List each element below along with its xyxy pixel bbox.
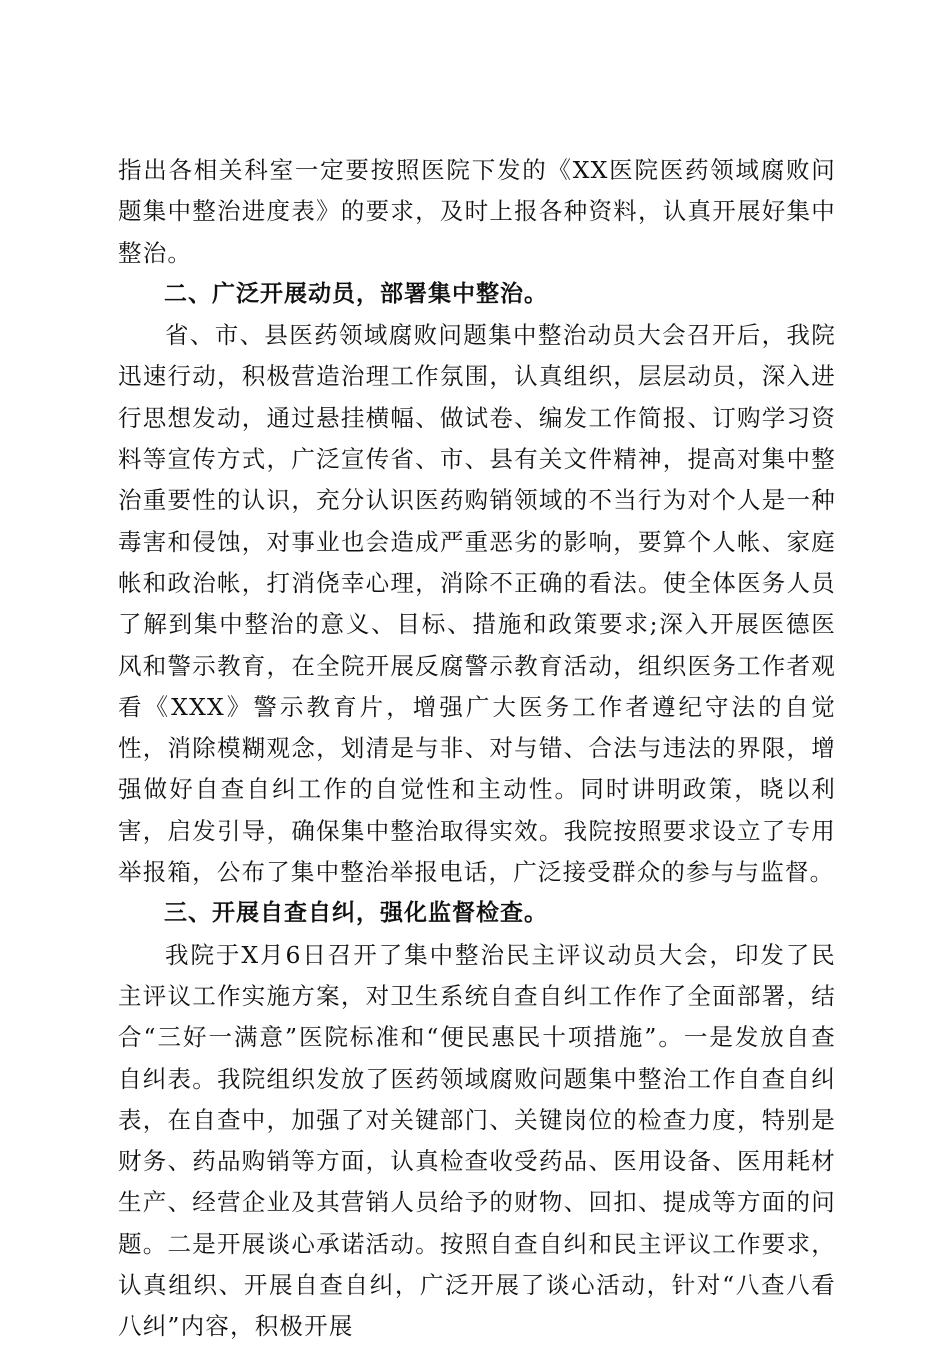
section-heading-three: 三、开展自查自纠，强化监督检查。 [164,900,548,927]
section-heading-two: 二、广泛开展动员，部署集中整治。 [164,280,548,307]
paragraph-continuation: 指出各相关科室一定要按照医院下发的《XX医院医药领域腐败问题集中整治进度表》的要求，及时上报各种资料，认真开展好集中整治。 [118,156,836,267]
document-body [118,150,836,1348]
paragraph-mobilization: 省、市、县医药领域腐败问题集中整治动员大会召开后，我院迅速行动，积极营造治理工作氛围，认真组织，层层动员，深入进行思想发动，通过悬挂横幅、做试卷、编发工作简报、订购学习资料等宣传方式，广泛宣传省、市、县有关文件精神，提高对集中整治重要性的认识，充分认识医药购销领域的不当行为对个人是一种毒害和侵蚀，对事业也会造成严重恶劣的影响，要算个人帐、家庭帐和政治帐，打消侥幸心理，消除不正确的看法。使全体医务人员了解到集中整治的意义、目标、措施和政策要求;深入开展医德医风和警示教育，在全院开展反腐警示教育活动，组织医务工作者观看《XXX》警示教育片，增强广大医务工作者遵纪守法的自觉性，消除模糊观念，划清是与非、对与错、合法与违法的界限，增强做好自查自纠工作的自觉性和主动性。同时讲明政策，晓以利害，启发引导，确保集中整治取得实效。我院按照要求设立了专用举报箱，公布了集中整治举报电话，广泛接受群众的参与与监督。 [118,321,836,887]
paragraph-self-inspection: 我院于X月6日召开了集中整治民主评议动员大会，印发了民主评议工作实施方案，对卫生系统自查自纠工作作了全面部署，结合“三好一满意”医院标准和“便民惠民十项措施”。一是发放自查自纠表。我院组织发放了医药领域腐败问题集中整治工作自查自纠表，在自查中，加强了对关键部门、关键岗位的检查力度，特别是财务、药品购销等方面，认真检查收受药品、医用设备、医用耗材生产、经营企业及其营销人员给予的财物、回扣、提成等方面的问题。二是开展谈心承诺活动。按照自查自纠和民主评议工作要求，认真组织、开展自查自纠，广泛开展了谈心活动，针对“八查八看八纠”内容，积极开展 [118,940,836,1341]
